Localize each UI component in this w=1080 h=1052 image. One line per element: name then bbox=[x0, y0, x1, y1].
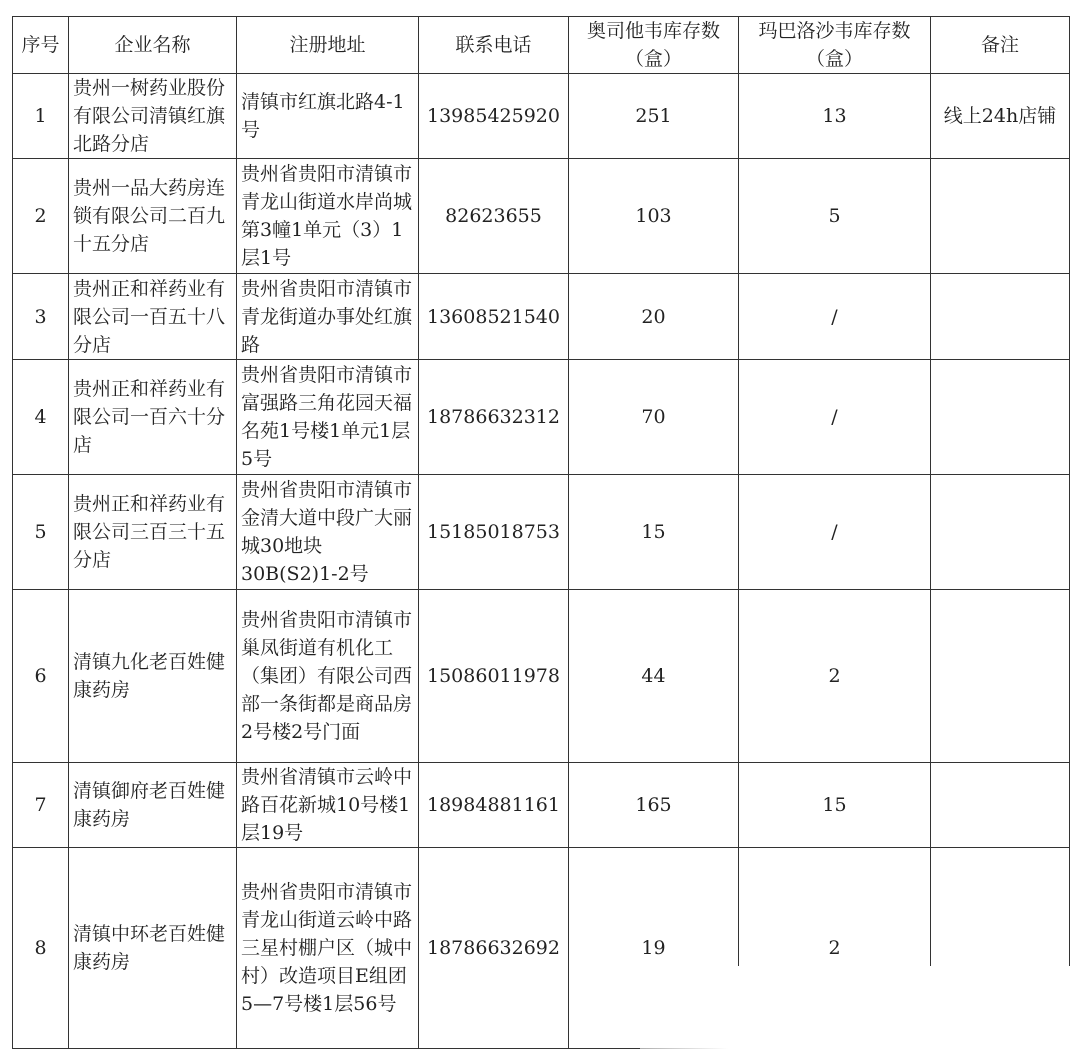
cell-phone: 13608521540 bbox=[419, 274, 569, 360]
pharmacy-stock-table bbox=[12, 16, 1070, 1049]
table-row bbox=[13, 274, 1070, 360]
table-row bbox=[13, 360, 1070, 475]
cell-address: 清镇市红旗北路4-1号 bbox=[237, 74, 419, 159]
cell-no: 3 bbox=[13, 274, 69, 360]
cell-baloxavir: / bbox=[739, 274, 931, 360]
cell-note bbox=[931, 274, 1070, 360]
cell-note bbox=[931, 475, 1070, 590]
header-phone: 联系电话 bbox=[419, 17, 569, 74]
cell-address: 贵州省清镇市云岭中路百花新城10号楼1层19号 bbox=[237, 763, 419, 848]
table-row bbox=[13, 74, 1070, 159]
table-row bbox=[13, 475, 1070, 590]
header-name: 企业名称 bbox=[69, 17, 237, 74]
cell-name: 清镇九化老百姓健康药房 bbox=[69, 590, 237, 763]
table-row bbox=[13, 590, 1070, 763]
header-oseltamivir: 奥司他韦库存数（盒） bbox=[569, 17, 739, 74]
cell-name: 贵州正和祥药业有限公司三百三十五分店 bbox=[69, 475, 237, 590]
header-no: 序号 bbox=[13, 17, 69, 74]
cell-no: 1 bbox=[13, 74, 69, 159]
cell-no: 7 bbox=[13, 763, 69, 848]
cell-note bbox=[931, 360, 1070, 475]
cell-no: 4 bbox=[13, 360, 69, 475]
cell-baloxavir: / bbox=[739, 360, 931, 475]
header-row bbox=[13, 17, 1070, 74]
cell-name: 贵州正和祥药业有限公司一百五十八分店 bbox=[69, 274, 237, 360]
cell-note: 线上24h店铺 bbox=[931, 74, 1070, 159]
cell-address: 贵州省贵阳市清镇市青龙山街道水岸尚城第3幢1单元（3）1层1号 bbox=[237, 159, 419, 274]
cell-phone: 82623655 bbox=[419, 159, 569, 274]
cell-name: 贵州一树药业股份有限公司清镇红旗北路分店 bbox=[69, 74, 237, 159]
header-note: 备注 bbox=[931, 17, 1070, 74]
cell-baloxavir: 13 bbox=[739, 74, 931, 159]
cell-name: 贵州正和祥药业有限公司一百六十分店 bbox=[69, 360, 237, 475]
header-address: 注册地址 bbox=[237, 17, 419, 74]
cell-no: 2 bbox=[13, 159, 69, 274]
cell-oseltamivir: 251 bbox=[569, 74, 739, 159]
cell-no: 6 bbox=[13, 590, 69, 763]
cell-baloxavir: 15 bbox=[739, 763, 931, 848]
cell-baloxavir: 2 bbox=[739, 590, 931, 763]
cell-phone: 15185018753 bbox=[419, 475, 569, 590]
cell-name: 清镇御府老百姓健康药房 bbox=[69, 763, 237, 848]
cell-oseltamivir: 70 bbox=[569, 360, 739, 475]
cell-baloxavir: / bbox=[739, 475, 931, 590]
cell-phone: 18984881161 bbox=[419, 763, 569, 848]
cell-address: 贵州省贵阳市清镇市富强路三角花园天福名苑1号楼1单元1层5号 bbox=[237, 360, 419, 475]
cell-phone: 15086011978 bbox=[419, 590, 569, 763]
cell-oseltamivir: 19 bbox=[569, 848, 739, 1049]
cell-address: 贵州省贵阳市清镇市青龙街道办事处红旗路 bbox=[237, 274, 419, 360]
cell-address: 贵州省贵阳市清镇市青龙山街道云岭中路三星村棚户区（城中村）改造项目E组团5—7号楼1层56号 bbox=[237, 848, 419, 1049]
cell-oseltamivir: 20 bbox=[569, 274, 739, 360]
cell-oseltamivir: 44 bbox=[569, 590, 739, 763]
cell-note bbox=[931, 763, 1070, 848]
cell-oseltamivir: 103 bbox=[569, 159, 739, 274]
white-overlay bbox=[640, 966, 1080, 1052]
cell-address: 贵州省贵阳市清镇市巢凤街道有机化工（集团）有限公司西部一条街都是商品房2号楼2号门面 bbox=[237, 590, 419, 763]
cell-oseltamivir: 165 bbox=[569, 763, 739, 848]
header-baloxavir: 玛巴洛沙韦库存数（盒） bbox=[739, 17, 931, 74]
cell-note bbox=[931, 590, 1070, 763]
cell-oseltamivir: 15 bbox=[569, 475, 739, 590]
cell-phone: 18786632692 bbox=[419, 848, 569, 1049]
table-row bbox=[13, 159, 1070, 274]
cell-name: 贵州一品大药房连锁有限公司二百九十五分店 bbox=[69, 159, 237, 274]
cell-note bbox=[931, 159, 1070, 274]
table-row bbox=[13, 763, 1070, 848]
cell-phone: 18786632312 bbox=[419, 360, 569, 475]
cell-baloxavir: 2 bbox=[739, 848, 931, 1049]
cell-no: 5 bbox=[13, 475, 69, 590]
cell-baloxavir: 5 bbox=[739, 159, 931, 274]
cell-name: 清镇中环老百姓健康药房 bbox=[69, 848, 237, 1049]
cell-no: 8 bbox=[13, 848, 69, 1049]
cell-phone: 13985425920 bbox=[419, 74, 569, 159]
cell-address: 贵州省贵阳市清镇市金清大道中段广大丽城30地块30B(S2)1-2号 bbox=[237, 475, 419, 590]
